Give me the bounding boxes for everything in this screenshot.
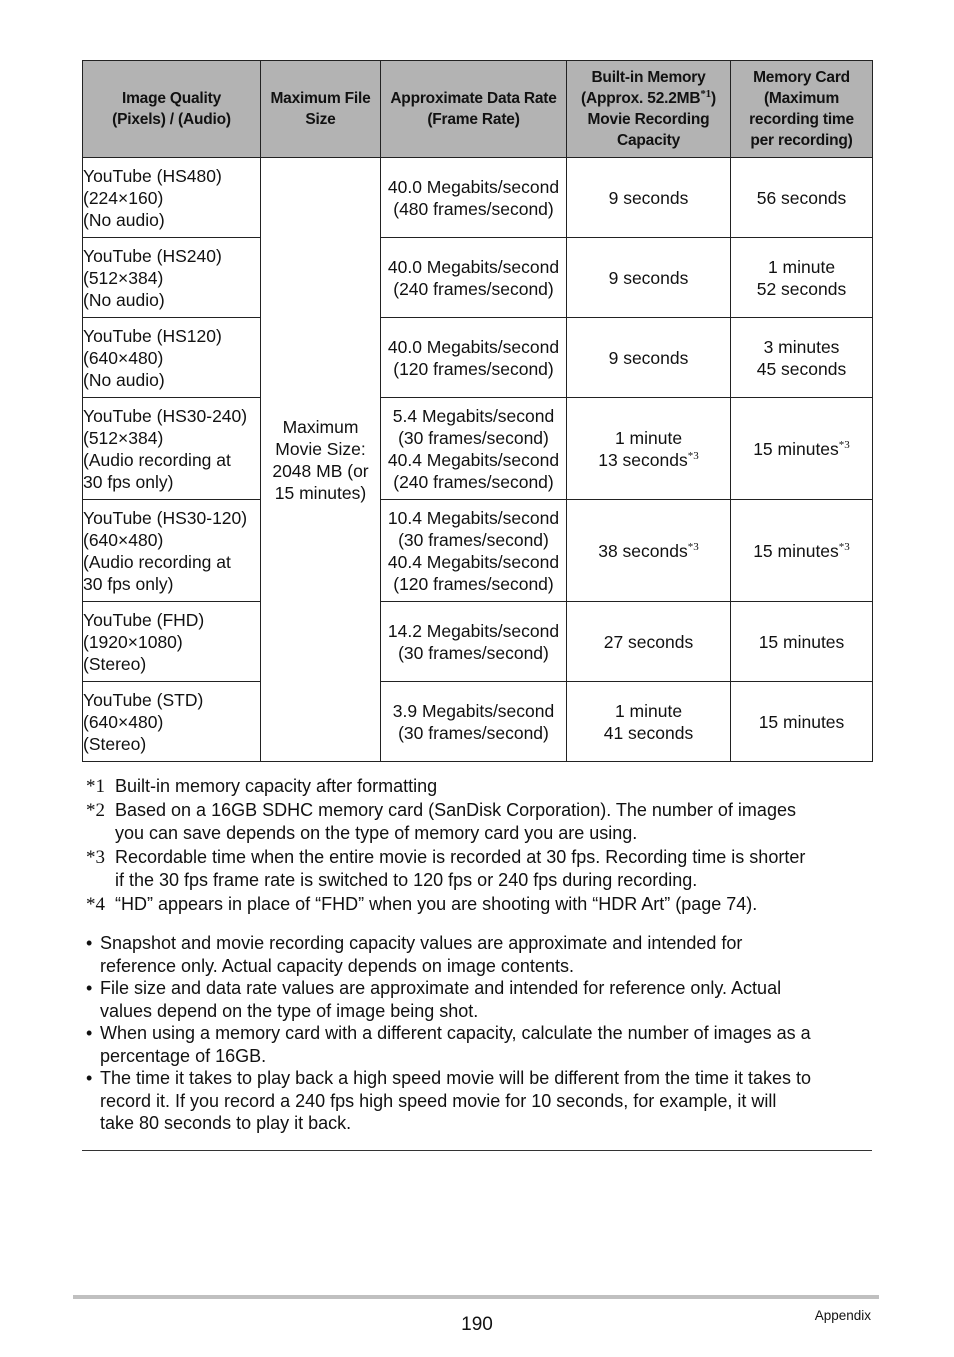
cell-text: 38 seconds [598,540,688,561]
list-item-line: percentage of 16GB. [100,1045,267,1066]
cell-line: 27 seconds [603,631,694,652]
cell-image-quality [83,500,261,602]
cell-line: 15 minutes) [274,482,367,503]
cell-line: 56 seconds [756,187,847,208]
table-row [83,158,873,238]
header-line: (Pixels) / (Audio) [112,111,231,128]
cell-image-quality [83,602,261,682]
cell-card-time [731,238,873,318]
cell-line: 40.0 Megabits/second [387,256,560,277]
header-builtin-memory [567,61,731,158]
footnote-text [115,846,876,893]
cell-line: 9 seconds [608,187,689,208]
cell-line: 40.4 Megabits/second [387,551,560,572]
cell-line: 15 minutes [758,631,845,652]
cell-line: 52 seconds [756,278,847,299]
cell-builtin-capacity [567,398,731,500]
cell-line: (640×480) [83,529,164,550]
cell-builtin-capacity [567,500,731,602]
list-item-text [100,1067,876,1135]
footnote-mark: *1 [86,776,105,797]
cell-image-quality [83,318,261,398]
cell-line: 10.4 Megabits/second [387,507,560,528]
cell-line: YouTube (HS30-120) [83,507,248,528]
list-item-text [100,1022,876,1067]
table-row [83,238,873,318]
cell-line: YouTube (HS480) [83,165,222,186]
section-label: Appendix [814,1308,871,1323]
cell-line: (Audio recording at [83,449,231,470]
cell-line: (30 frames/second) [398,642,549,663]
cell-card-time [731,682,873,762]
footnote-ref: *3 [838,540,850,553]
list-item-line: reference only. Actual capacity depends on image contents. [100,955,574,976]
section-divider [82,1150,872,1151]
header-line: Image Quality [121,90,222,107]
cell-line [731,438,872,460]
header-line: Size [305,111,336,128]
table-row [83,398,873,500]
cell-card-time [731,158,873,238]
cell-line: (1920×1080) [83,631,183,652]
cell-line: 2048 MB (or [272,460,369,481]
cell-card-time [731,500,873,602]
cell-text: 15 minutes [753,540,839,561]
footnote-line: Based on a 16GB SDHC memory card (SanDisk Corporation). The number of images [115,799,796,820]
footnote-mark: *4 [86,893,105,915]
cell-line: (240 frames/second) [393,471,554,492]
cell-image-quality [83,238,261,318]
cell-line [567,449,730,471]
cell-line: (Audio recording at [83,551,231,572]
list-item [86,1022,876,1067]
footnote-ref: *3 [838,438,850,451]
cell-line: (224×160) [83,187,164,208]
cell-line: 30 fps only) [83,573,174,594]
bullet-mark: • [86,1023,93,1043]
list-item-line: Snapshot and movie recording capacity values are approximate and intended for [100,933,743,953]
list-item [86,932,876,977]
list-item-line: record it. If you record a 240 fps high speed movie for 10 seconds, for example, it will [100,1090,777,1111]
cell-line: 14.2 Megabits/second [387,620,560,641]
footnote-ref: *3 [687,449,699,462]
cell-line: 9 seconds [608,347,689,368]
cell-line: 40.0 Megabits/second [387,176,560,197]
header-image-quality [83,61,261,158]
cell-data-rate [381,238,567,318]
cell-line: 3 minutes [763,336,840,357]
cell-line: 3.9 Megabits/second [392,700,555,721]
footnote [86,846,876,893]
cell-builtin-capacity [567,158,731,238]
cell-line: 45 seconds [756,358,847,379]
footnote-ref: *1 [700,87,711,100]
cell-line [567,540,730,562]
cell-line [731,540,872,562]
cell-line: (30 frames/second) [398,427,549,448]
cell-line: (30 frames/second) [398,529,549,550]
cell-line: (240 frames/second) [393,278,554,299]
cell-data-rate [381,398,567,500]
footnote-line: Built-in memory capacity after formatting [115,776,438,796]
cell-line: (480 frames/second) [393,198,554,219]
cell-line: (No audio) [83,289,165,310]
cell-line: (Stereo) [83,653,147,674]
list-item-line: The time it takes to play back a high speed movie will be different from the time it takes to [100,1068,812,1088]
cell-line: 1 minute [767,256,836,277]
header-data-rate [381,61,567,158]
cell-card-time [731,602,873,682]
cell-builtin-capacity [567,238,731,318]
cell-line: (30 frames/second) [398,722,549,743]
footnote-mark: *2 [86,799,105,821]
header-text: ) [710,90,716,107]
table-row [83,500,873,602]
cell-line: (512×384) [83,427,164,448]
page-number: 190 [461,1314,493,1335]
bullet-mark: • [86,933,93,953]
footnote-text [115,799,876,846]
list-item-text [100,977,876,1022]
list-item-line: values depend on the type of image being shot. [100,1000,479,1021]
header-line: Approximate Data Rate [390,90,557,107]
bullet-mark: • [86,1068,93,1088]
footnote-text [115,893,876,917]
list-item-text [100,932,876,977]
footnote-line: if the 30 fps frame rate is switched to 120 fps or 240 fps during recording. [115,870,698,890]
list-item-line: When using a memory card with a different capacity, calculate the number of images as a [100,1023,811,1043]
table-row [83,318,873,398]
header-line: Capacity [616,132,680,149]
footnote-line: Recordable time when the entire movie is recorded at 30 fps. Recording time is shorter [115,846,806,867]
cell-line: 30 fps only) [83,471,174,492]
cell-line: YouTube (FHD) [83,609,205,630]
header-line: Movie Recording [587,111,710,128]
cell-line: 1 minute [614,427,683,448]
cell-card-time [731,398,873,500]
header-line: Maximum File [270,90,371,107]
header-line [570,88,727,109]
cell-line: 40.0 Megabits/second [387,336,560,357]
cell-data-rate [381,602,567,682]
cell-line: 9 seconds [608,267,689,288]
footnotes [86,775,876,916]
footer-rule [73,1295,879,1299]
cell-line: (No audio) [83,369,165,390]
cell-line: (120 frames/second) [393,573,554,594]
cell-image-quality [83,158,261,238]
footnote-ref: *3 [687,540,699,553]
header-line: (Maximum [763,90,840,107]
cell-line: (Stereo) [83,733,147,754]
footnote-text [115,775,876,799]
cell-text: 15 minutes [753,438,839,459]
footnote-mark: *3 [86,846,105,868]
footnote-line: “HD” appears in place of “FHD” when you are shooting with “HDR Art” (page 74). [115,893,758,914]
cell-data-rate [381,158,567,238]
cell-card-time [731,318,873,398]
cell-data-rate [381,318,567,398]
cell-data-rate [381,500,567,602]
list-item-line: File size and data rate values are approximate and intended for reference only. Actual [100,978,782,998]
header-line: Built-in Memory [591,69,706,86]
header-max-file-size [261,61,381,158]
cell-text: 13 seconds [598,449,688,470]
header-line: recording time [749,111,854,128]
cell-data-rate [381,682,567,762]
cell-line: (640×480) [83,347,164,368]
header-memory-card [731,61,873,158]
cell-builtin-capacity [567,318,731,398]
cell-image-quality [83,398,261,500]
cell-line: (120 frames/second) [393,358,554,379]
cell-line: 15 minutes [758,711,845,732]
cell-line: YouTube (STD) [83,689,204,710]
cell-line: YouTube (HS30-240) [83,405,248,426]
footnote [86,893,876,917]
footnote-line: you can save depends on the type of memory card you are using. [115,823,638,843]
notes-list [86,932,876,1135]
cell-builtin-capacity [567,602,731,682]
cell-line: (512×384) [83,267,164,288]
table-row [83,682,873,762]
header-line: (Frame Rate) [427,111,520,128]
cell-line: YouTube (HS240) [83,245,222,266]
header-line: per recording) [750,132,853,149]
table-header-row [83,61,873,158]
cell-line: YouTube (HS120) [83,325,222,346]
table-row [83,602,873,682]
bullet-mark: • [86,978,93,998]
cell-builtin-capacity [567,682,731,762]
cell-line: 1 minute [614,700,683,721]
list-item [86,977,876,1022]
list-item [86,1067,876,1135]
footnote [86,799,876,846]
cell-line: (No audio) [83,209,165,230]
cell-line: Movie Size: [275,438,366,459]
header-text: (Approx. 52.2MB [581,90,701,107]
header-line: Memory Card [753,69,850,86]
cell-image-quality [83,682,261,762]
cell-line: Maximum [282,416,359,437]
recording-capacity-table [82,60,873,762]
cell-line: 40.4 Megabits/second [387,449,560,470]
cell-line: 5.4 Megabits/second [392,405,555,426]
cell-line: 41 seconds [603,722,694,743]
footnote [86,775,876,799]
list-item-line: take 80 seconds to play it back. [100,1113,352,1133]
cell-max-file-size [261,158,381,762]
cell-line: (640×480) [83,711,164,732]
